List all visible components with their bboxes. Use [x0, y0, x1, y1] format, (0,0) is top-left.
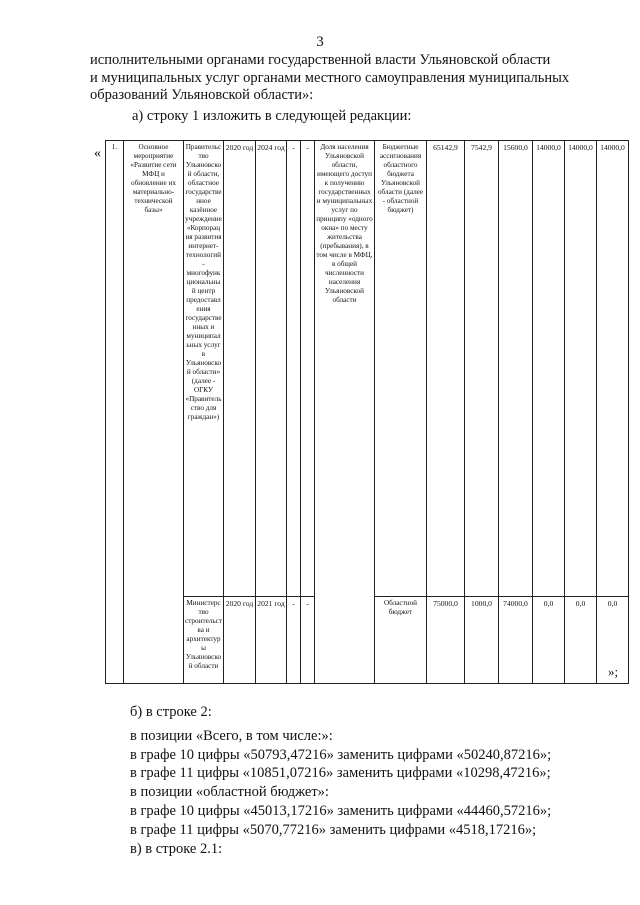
subheading: а) строку 1 изложить в следующей редакции:	[132, 108, 412, 124]
amendment-line: в графе 10 цифры «50793,47216» заменить цифрами «50240,87216»;	[130, 746, 552, 763]
amendment-line: в графе 11 цифры «10851,07216» заменить цифрами «10298,47216»;	[130, 765, 551, 782]
value-cell: 14000,0	[533, 141, 565, 597]
value-cell: 14000,0	[597, 141, 629, 597]
value-cell: 15600,0	[499, 141, 533, 597]
program-table	[105, 140, 629, 684]
intro-line: и муниципальных услуг органами местного самоуправления муниципальных	[90, 69, 570, 86]
amendment-line: б) в строке 2:	[130, 704, 212, 720]
value-cell: 1000,0	[465, 597, 499, 684]
value-cell: 14000,0	[565, 141, 597, 597]
intro-line: образований Ульяновской области»:	[90, 87, 314, 103]
open-quote: «	[94, 146, 101, 161]
executor-cell: Министерство строительства и архитектуры Ульяновской области	[184, 597, 224, 684]
dash-cell: -	[301, 597, 315, 684]
value-cell: 74000,0	[499, 597, 533, 684]
amendments-text	[130, 703, 610, 858]
dash-cell: -	[287, 141, 301, 597]
funding-source-cell: Бюджетные ассигнования областного бюджета Ульяновской области (далее - областной бюджет)	[375, 141, 427, 597]
dash-cell: -	[301, 141, 315, 597]
amendment-line: в) в строке 2.1:	[130, 840, 223, 857]
value-cell: 75000,0	[427, 597, 465, 684]
intro-paragraph	[90, 52, 612, 105]
end-year-cell: 2024 год	[256, 141, 287, 597]
close-quote: »;	[608, 664, 619, 679]
start-year-cell: 2020 год	[224, 597, 256, 684]
table-row	[106, 141, 629, 597]
value-cell: 0,0	[597, 597, 629, 684]
event-cell: Основное мероприятие «Развитие сети МФЦ и обновление их материально-технической базы»	[124, 141, 184, 684]
end-year-cell: 2021 год	[256, 597, 287, 684]
intro-line: исполнительными органами государственной власти Ульяновской области	[90, 52, 551, 68]
amendment-line: в графе 10 цифры «45013,17216» заменить цифрами «44460,57216»;	[130, 802, 552, 819]
target-indicator-cell: Доля населения Ульяновской области, имеющего доступ к получению государственных и муниципальных услуг по принципу «одного окна» по месту жительства (пребывания), в том числе в МФЦ, в общей численности населения Ульяновской области	[315, 141, 375, 684]
dash-cell: -	[287, 597, 301, 684]
value-cell: 0,0	[533, 597, 565, 684]
amendment-line: в позиции «Всего, в том числе:»:	[130, 727, 333, 744]
value-cell: 65142,9	[427, 141, 465, 597]
row-number-cell: 1.	[106, 141, 124, 684]
start-year-cell: 2020 год	[224, 141, 256, 597]
value-cell: 0,0	[565, 597, 597, 684]
funding-source-cell: Областной бюджет	[375, 597, 427, 684]
executor-cell: Правительство Ульяновской области, областное государственное казённое учреждение «Корпорация развития интернет-технологий - многофункциональный центр предоставления государственных и муниципальных услуг в Ульяновской области» (далее - ОГКУ «Правительство для граждан»)	[184, 141, 224, 597]
amendment-line: в графе 11 цифры «5070,77216» заменить цифрами «4518,17216»;	[130, 821, 537, 838]
page-number: 3	[316, 34, 324, 50]
amendment-line: в позиции «областной бюджет»:	[130, 784, 329, 801]
value-cell: 7542,9	[465, 141, 499, 597]
